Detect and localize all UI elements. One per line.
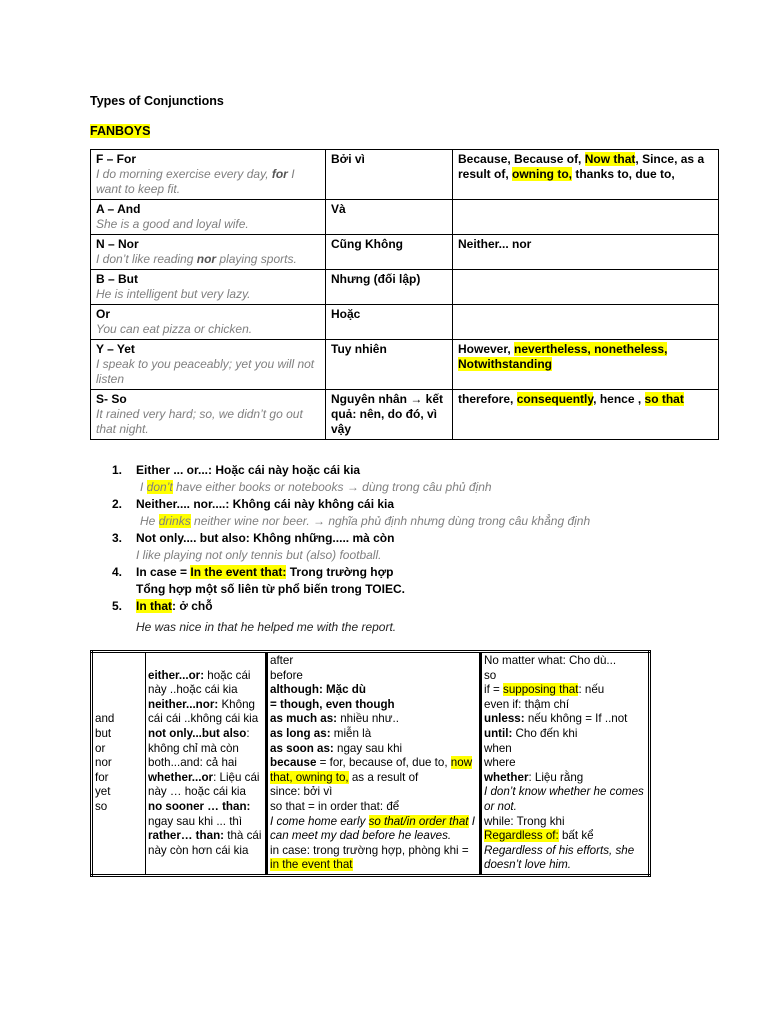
entry-part: as a result of <box>348 770 419 784</box>
fanboys-meaning: Hoặc <box>331 307 361 321</box>
entry-part: where <box>484 756 516 770</box>
fanboys-term-cell <box>91 200 326 235</box>
fanboys-meaning-cell <box>326 270 453 305</box>
entry-part: either...or: <box>148 668 205 682</box>
conjunction-entry <box>148 800 263 829</box>
example-text: He is intelligent but very lazy. <box>96 287 251 301</box>
entry-part: because <box>270 756 317 770</box>
fanboys-meaning-cell <box>326 235 453 270</box>
conjunction-list <box>112 462 672 636</box>
conjunction-entry <box>484 742 646 757</box>
conjunction-entry <box>270 698 477 713</box>
fanboys-meaning-cell <box>326 390 453 440</box>
entry-part: thà cái này còn hơn cái kia <box>148 829 262 857</box>
list-number: 4. <box>112 565 123 579</box>
fanboys-meaning-cell <box>326 340 453 390</box>
example-text: She is a good and loyal wife. <box>96 217 249 231</box>
list-item-example: He was nice in that he helped me with the report. <box>136 620 397 634</box>
list-item-title: Not only.... but also: Không những..... mà còn <box>136 531 395 545</box>
conjunction-entry <box>270 756 477 785</box>
fanboys-term: A – And <box>96 202 141 216</box>
conjunction-entry <box>484 829 646 844</box>
entry-part: before <box>270 668 303 682</box>
list-item <box>112 496 672 530</box>
synonym-text: Neither... nor <box>458 237 532 251</box>
list-item <box>112 564 672 598</box>
entry-part: : Liệu rằng <box>528 770 584 784</box>
fanboys-meaning: Và <box>331 202 346 216</box>
fanboys-meaning: Cũng Không <box>331 237 403 251</box>
entry-part: unless: <box>484 712 525 726</box>
entry-part: no sooner … than: <box>148 799 251 813</box>
synonym-text: However, <box>458 342 515 356</box>
entry-part: so that <box>368 814 404 828</box>
fanboys-heading-text: FANBOYS <box>90 124 151 138</box>
list-item-example <box>136 479 672 496</box>
entry-part: although: Mặc dù <box>270 683 366 697</box>
entry-part: I come home early <box>270 814 369 828</box>
list-item-note: Tổng hợp một số liên từ phổ biến trong TOIEC. <box>136 582 405 596</box>
list-item-title-part: In case = <box>136 565 191 579</box>
conjunction-entry <box>484 712 646 727</box>
entry-part: in case: trong trường hợp, phòng khi = <box>270 843 469 857</box>
fanboys-term-cell <box>91 390 326 440</box>
conjunction-entry <box>484 785 646 814</box>
fanboys-row <box>91 305 719 340</box>
conjunction-entry <box>270 683 477 698</box>
entry-part: miễn là <box>330 726 372 740</box>
conjunction-entry <box>148 771 263 800</box>
conjunction-entry <box>270 800 477 815</box>
fanboys-term-cell <box>91 340 326 390</box>
list-item <box>112 530 672 564</box>
conjunction-entry <box>484 844 646 873</box>
list-number: 3. <box>112 531 123 545</box>
conjunction-entry <box>270 712 477 727</box>
list-number: 1. <box>112 463 123 477</box>
example-text: I do morning exercise every day, <box>96 167 272 181</box>
synonym-text: Because, Because of, <box>458 152 585 166</box>
list-number: 2. <box>112 497 123 511</box>
subordinating-conjunctions-cell-b <box>481 652 650 876</box>
example-text: nor <box>196 252 217 266</box>
conjunction-word: or <box>95 741 106 755</box>
fanboys-term: N – Nor <box>96 237 139 251</box>
fanboys-synonyms-cell <box>453 340 719 390</box>
entry-part: if = <box>484 683 504 697</box>
conjunction-entry <box>484 727 646 742</box>
fanboys-term-cell <box>91 235 326 270</box>
example-text: It rained very hard; so, we didn’t go out that night. <box>96 407 303 436</box>
conjunction-entry <box>484 669 646 684</box>
example-text: playing sports. <box>216 252 297 266</box>
fanboys-term: F – For <box>96 152 137 166</box>
list-item-example <box>136 547 672 564</box>
conjunction-entry <box>270 785 477 800</box>
entry-part: I can meet my dad before he leaves. <box>270 814 475 843</box>
conjunction-entry <box>484 771 646 786</box>
example-text: I want to keep fit. <box>96 167 295 196</box>
fanboys-term: Y – Yet <box>96 342 135 356</box>
fanboys-row <box>91 340 719 390</box>
fanboys-example <box>96 357 320 387</box>
entry-part: Không cái cái ..không cái kia <box>148 697 259 726</box>
fanboys-heading <box>90 124 150 138</box>
entry-part: now that, owning to, <box>270 756 473 784</box>
fanboys-meaning-cell <box>326 150 453 200</box>
entry-part: /in order that <box>403 814 469 828</box>
fanboys-term-cell <box>91 305 326 340</box>
entry-part: until: <box>484 726 513 740</box>
synonym-text: nevertheless, nonetheless, Notwithstanding <box>458 342 668 371</box>
entry-part: not only...but also <box>148 726 247 740</box>
entry-part: rather… than: <box>148 829 225 843</box>
entry-part: nếu không = If ..not <box>524 712 628 726</box>
list-item-title: Either ... or...: Hoặc cái này hoặc cái kia <box>136 463 361 477</box>
example-part: I like playing not only tennis but (also) football. <box>136 548 382 562</box>
entry-part: Regardless of: <box>484 829 559 843</box>
conjunction-entry <box>270 815 477 844</box>
fanboys-example <box>96 322 320 337</box>
conjunction-table-row <box>92 652 650 876</box>
synonym-text: therefore, <box>458 392 517 406</box>
fanboys-example <box>96 407 320 437</box>
entry-part: Cho đến khi <box>512 726 578 740</box>
entry-part: No matter what: Cho dù... <box>484 654 617 667</box>
fanboys-meaning: Nguyên nhân → kết quả: nên, do đó, vì vậy <box>331 392 444 436</box>
entry-part: after <box>270 654 294 667</box>
entry-part: when <box>484 741 512 755</box>
synonym-text: consequently <box>516 392 594 406</box>
fanboys-term: Or <box>96 307 111 321</box>
conjunction-entry <box>270 727 477 742</box>
conjunction-entry <box>484 698 646 713</box>
conjunction-entry <box>270 669 477 684</box>
synonym-text: so that <box>644 392 684 406</box>
entry-part: as much as: <box>270 712 338 726</box>
fanboys-meaning: Bởi vì <box>331 152 365 166</box>
fanboys-meaning: Tuy nhiên <box>331 342 387 356</box>
list-item-title-part: In the event that: <box>190 565 287 579</box>
fanboys-table <box>90 149 719 440</box>
list-item-heading <box>136 462 672 479</box>
conjunction-word: for <box>95 770 109 784</box>
conjunction-entry <box>484 654 646 669</box>
document-title: Types of Conjunctions <box>90 94 224 108</box>
entry-part: I don’t know whether he comes or not. <box>484 785 644 813</box>
conjunction-entry <box>148 698 263 727</box>
fanboys-synonyms-cell <box>453 200 719 235</box>
fanboys-meaning-cell <box>326 200 453 235</box>
conjunction-table <box>90 650 651 877</box>
fanboys-synonyms-cell <box>453 270 719 305</box>
conjunction-entry <box>270 844 477 873</box>
example-text: I speak to you peaceably; yet you will not listen <box>96 357 315 386</box>
entry-part: in the event that <box>270 858 353 872</box>
conjunction-word: and <box>95 712 115 726</box>
fanboys-row <box>91 150 719 200</box>
entry-part: = though, even though <box>270 697 395 711</box>
entry-part: as long as: <box>270 726 331 740</box>
example-part: have either books or notebooks → dùng trong câu phủ định <box>172 480 492 494</box>
example-text: I don’t like reading <box>96 252 197 266</box>
entry-part: = for, because of, due to, <box>316 756 451 770</box>
entry-part: : không chỉ mà còn both...and: cả hai <box>148 726 250 770</box>
entry-part: ngay sau khi ... thì <box>148 814 243 828</box>
fanboys-example <box>96 217 320 232</box>
list-item-title-part: Trong trường hợp <box>286 565 394 579</box>
entry-part: whether <box>484 770 529 784</box>
entry-part: neither...nor: <box>148 697 219 711</box>
list-item-example <box>136 513 672 530</box>
example-text: You can eat pizza or chicken. <box>96 322 253 336</box>
entry-part: even if: thậm chí <box>484 697 570 711</box>
fanboys-row <box>91 200 719 235</box>
fanboys-term: S- So <box>96 392 127 406</box>
fanboys-synonyms-cell <box>453 150 719 200</box>
conjunction-word: but <box>95 726 112 740</box>
conjunction-word: nor <box>95 756 112 770</box>
entry-part: whether...or <box>148 770 214 784</box>
list-item-title-part: In that <box>136 599 172 613</box>
synonym-text: , hence , <box>593 392 645 406</box>
list-item-heading <box>136 496 672 513</box>
entry-part: since: bởi vì <box>270 785 333 799</box>
example-part: drinks <box>158 514 191 528</box>
example-text: for <box>271 167 288 181</box>
example-part: don’t <box>146 480 173 494</box>
entry-part: Regardless of his efforts, she doesn’t love him. <box>484 843 635 872</box>
fanboys-synonyms-cell <box>453 390 719 440</box>
fanboys-term-cell <box>91 150 326 200</box>
conjunction-entry <box>148 727 263 771</box>
entry-part: as soon as: <box>270 741 334 755</box>
conjunction-word: yet <box>95 785 111 799</box>
conjunction-entry <box>270 742 477 757</box>
coordinating-conjunctions-cell <box>92 652 146 876</box>
synonym-text: , Since, as a result of, <box>458 152 705 181</box>
entry-part: so that = in order that: để <box>270 799 400 813</box>
entry-part: : Liệu cái này … hoặc cái kia <box>148 770 260 799</box>
fanboys-meaning: Nhưng (đối lập) <box>331 272 421 286</box>
fanboys-term-cell <box>91 270 326 305</box>
entry-part: supposing that <box>503 683 579 697</box>
fanboys-synonyms-cell <box>453 235 719 270</box>
entry-part: hoặc cái này ..hoặc cái kia <box>148 668 251 697</box>
conjunction-entry <box>484 683 646 698</box>
fanboys-row <box>91 235 719 270</box>
list-item-heading <box>136 530 672 547</box>
list-item-title-part: : ở chỗ <box>172 599 213 613</box>
example-part: neither wine nor beer. → nghĩa phủ định nhưng dùng trong câu khẳng định <box>190 514 591 528</box>
entry-part: ngay sau khi <box>333 741 403 755</box>
entry-part: bất kể <box>558 829 594 843</box>
list-item-title: Neither.... nor....: Không cái này không cái kia <box>136 497 395 511</box>
list-item-heading <box>136 598 672 615</box>
conjunction-entry <box>148 669 263 698</box>
entry-part: nhiều như.. <box>337 712 399 726</box>
conjunction-entry <box>148 829 263 858</box>
fanboys-term: B – But <box>96 272 138 286</box>
synonym-text: owning to, <box>512 167 572 181</box>
entry-part: : nếu <box>578 683 605 697</box>
fanboys-meaning-cell <box>326 305 453 340</box>
fanboys-row <box>91 390 719 440</box>
fanboys-example <box>96 167 320 197</box>
list-number: 5. <box>112 599 123 613</box>
list-item <box>112 462 672 496</box>
correlative-conjunctions-cell <box>146 652 267 876</box>
conjunction-word: so <box>95 799 108 813</box>
synonym-text: thanks to, due to, <box>572 167 675 181</box>
entry-part: while: Trong khi <box>484 814 565 828</box>
example-part: I <box>140 480 147 494</box>
fanboys-example <box>96 287 320 302</box>
fanboys-example <box>96 252 320 267</box>
fanboys-synonyms-cell <box>453 305 719 340</box>
entry-part: so <box>484 668 497 682</box>
conjunction-entry <box>270 654 477 669</box>
conjunction-entry <box>484 756 646 771</box>
synonym-text: Now that <box>584 152 636 166</box>
list-item-heading <box>136 564 672 581</box>
list-item <box>112 598 672 636</box>
example-part: He <box>140 514 159 528</box>
conjunction-entry <box>484 815 646 830</box>
subordinating-conjunctions-cell-a <box>267 652 481 876</box>
fanboys-row <box>91 270 719 305</box>
